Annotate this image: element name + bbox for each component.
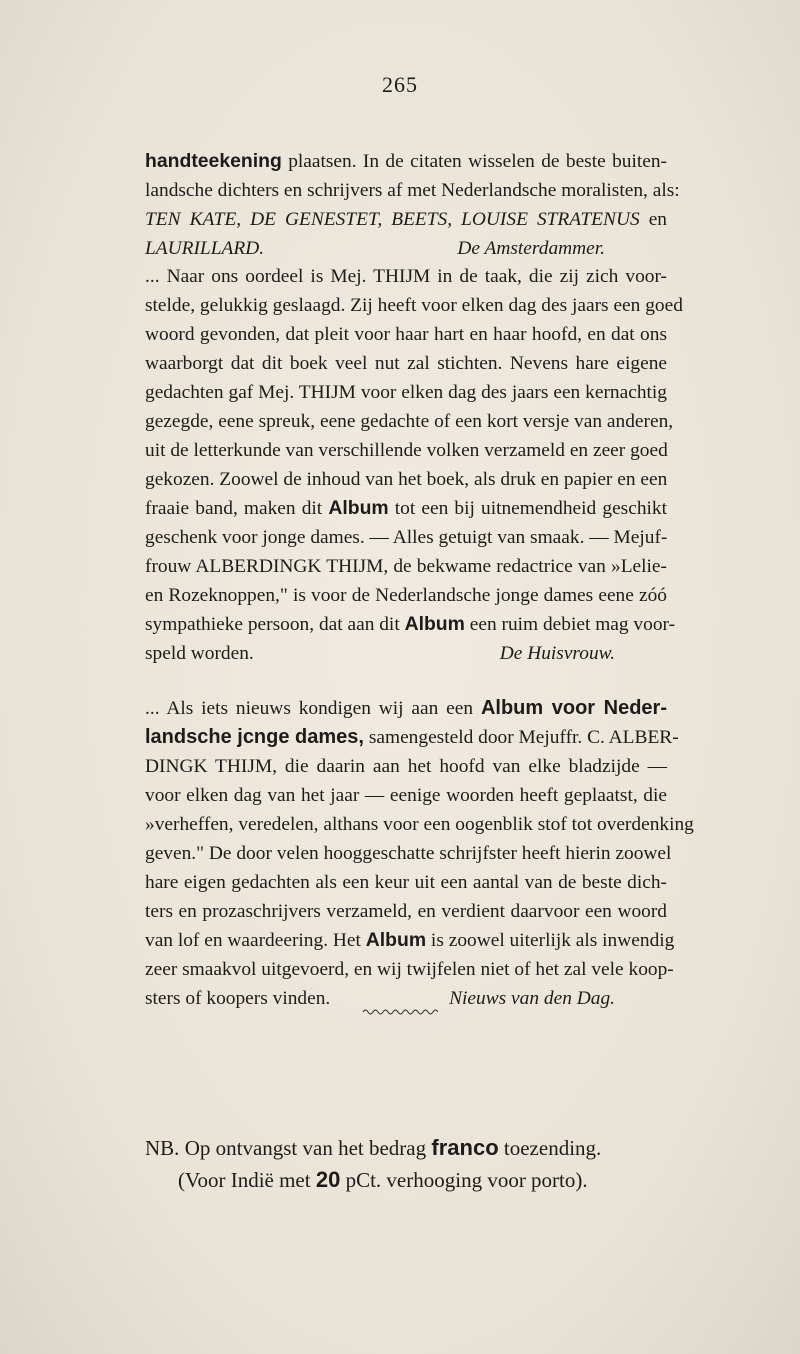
nb-label: NB. [145, 1136, 180, 1160]
title-emphasis: landsche jcnge dames, [145, 726, 364, 748]
album-emphasis: Album [365, 929, 427, 951]
text-line: geven." De door velen hooggeschatte schrijfster heeft hierin zoowel [145, 843, 672, 864]
nb-note [145, 1132, 705, 1196]
album-emphasis: Album [328, 497, 389, 519]
percentage-emphasis: 20 [315, 1167, 341, 1192]
text-segment: een ruim debiet mag voor- [464, 614, 676, 635]
text-line [145, 1132, 705, 1164]
text-line: geschenk voor jonge dames. — Alles getuigt van smaak. — Mejuf- [145, 527, 668, 548]
text-segment: Op ontvangst van het bedrag [179, 1136, 432, 1160]
text-line: gezegde, eene spreuk, eene gedachte of een kort versje van anderen, [145, 411, 674, 432]
text-line: zeer smaakvol uitgevoerd, en wij twijfelen niet of het zal vele koop- [145, 959, 674, 980]
quote-block-2 [145, 262, 683, 668]
title-emphasis: Album voor Neder- [480, 697, 667, 719]
text-line: DINGK THIJM, die daarin aan het hoofd van elke bladzijde — [145, 756, 667, 777]
text-segment: sympathieke persoon, dat aan dit [145, 614, 405, 635]
text-line [145, 1164, 705, 1196]
text-line: stelde, gelukkig geslaagd. Zij heeft voor elken dag des jaars een goed [145, 295, 683, 316]
text-segment: van lof en waardeering. Het [145, 930, 366, 951]
wavy-ornament-icon [362, 1007, 438, 1017]
text-line: ... Naar ons oordeel is Mej. THIJM in de taak, die zij zich voor- [145, 266, 667, 287]
quote-source: Nieuws van den Dag. [449, 988, 615, 1009]
text-segment: (Voor Indië met [178, 1168, 316, 1192]
text-line: uit de letterkunde van verschillende volken verzameld en zeer goed [145, 440, 668, 461]
text-line: en Rozeknoppen," is voor de Nederlandsche jonge dames eene zóó [145, 585, 667, 606]
text-line [145, 234, 667, 263]
text-line: hare eigen gedachten als een keur uit een aantal van de beste dich- [145, 872, 667, 893]
author-names: LAURILLARD. [145, 238, 265, 259]
text-segment: samengesteld door Mejuffr. C. ALBER- [363, 727, 679, 748]
text-segment: fraaie band, maken dit [145, 498, 329, 519]
text-segment: plaatsen. In de citaten wisselen de beste buiten- [281, 151, 667, 172]
quote-source: De Huisvrouw. [499, 643, 615, 664]
author-names: TEN KATE, DE GENESTET, BEETS, LOUISE STRATENUS [145, 209, 640, 230]
text-line [145, 610, 676, 639]
text-line [145, 926, 675, 955]
text-line [145, 494, 667, 523]
text-line: voor elken dag van het jaar — eenige woorden heeft geplaatst, die [145, 785, 667, 806]
page-number: 265 [382, 72, 418, 97]
text-segment: ... Als iets nieuws kondigen wij aan een [145, 698, 481, 719]
text-line: »verheffen, veredelen, althans voor een oogenblik stof tot overdenking [145, 814, 694, 835]
text-segment: tot een bij uitnemendheid geschikt [388, 498, 667, 519]
text-line [145, 723, 679, 752]
text-line [145, 694, 667, 723]
quote-block-3 [145, 694, 694, 1013]
text-line: frouw ALBERDINGK THIJM, de bekwame redactrice van »Lelie- [145, 556, 667, 577]
quote-source: De Amsterdammer. [457, 238, 605, 259]
text-line: waarborgt dat dit boek veel nut zal stichten. Nevens hare eigene [145, 353, 667, 374]
text-segment: sters of koopers vinden. [145, 988, 331, 1009]
text-line [145, 639, 667, 668]
text-segment: speld worden. [145, 643, 254, 664]
album-emphasis: Album [404, 613, 465, 635]
text-segment: is zoowel uiterlijk als inwendig [426, 930, 675, 951]
franco-emphasis: franco [431, 1135, 499, 1160]
text-line: ters en prozaschrijvers verzameld, en verdient daarvoor een woord [145, 901, 667, 922]
text-line [145, 147, 667, 176]
text-segment: pCt. verhooging voor porto). [340, 1168, 588, 1192]
text-line [145, 205, 667, 234]
text-line: gedachten gaf Mej. THIJM voor elken dag des jaars een kernachtig [145, 382, 667, 403]
text-line: gekozen. Zoowel de inhoud van het boek, als druk en papier en een [145, 469, 668, 490]
quote-block-1 [145, 147, 680, 263]
text-segment: en [639, 209, 667, 230]
text-line: woord gevonden, dat pleit voor haar hart en haar hoofd, en dat ons [145, 324, 667, 345]
emphasis-text: handteekening [145, 150, 282, 172]
text-line: landsche dichters en schrijvers af met Nederlandsche moralisten, als: [145, 180, 680, 201]
text-segment: toezending. [498, 1136, 602, 1160]
